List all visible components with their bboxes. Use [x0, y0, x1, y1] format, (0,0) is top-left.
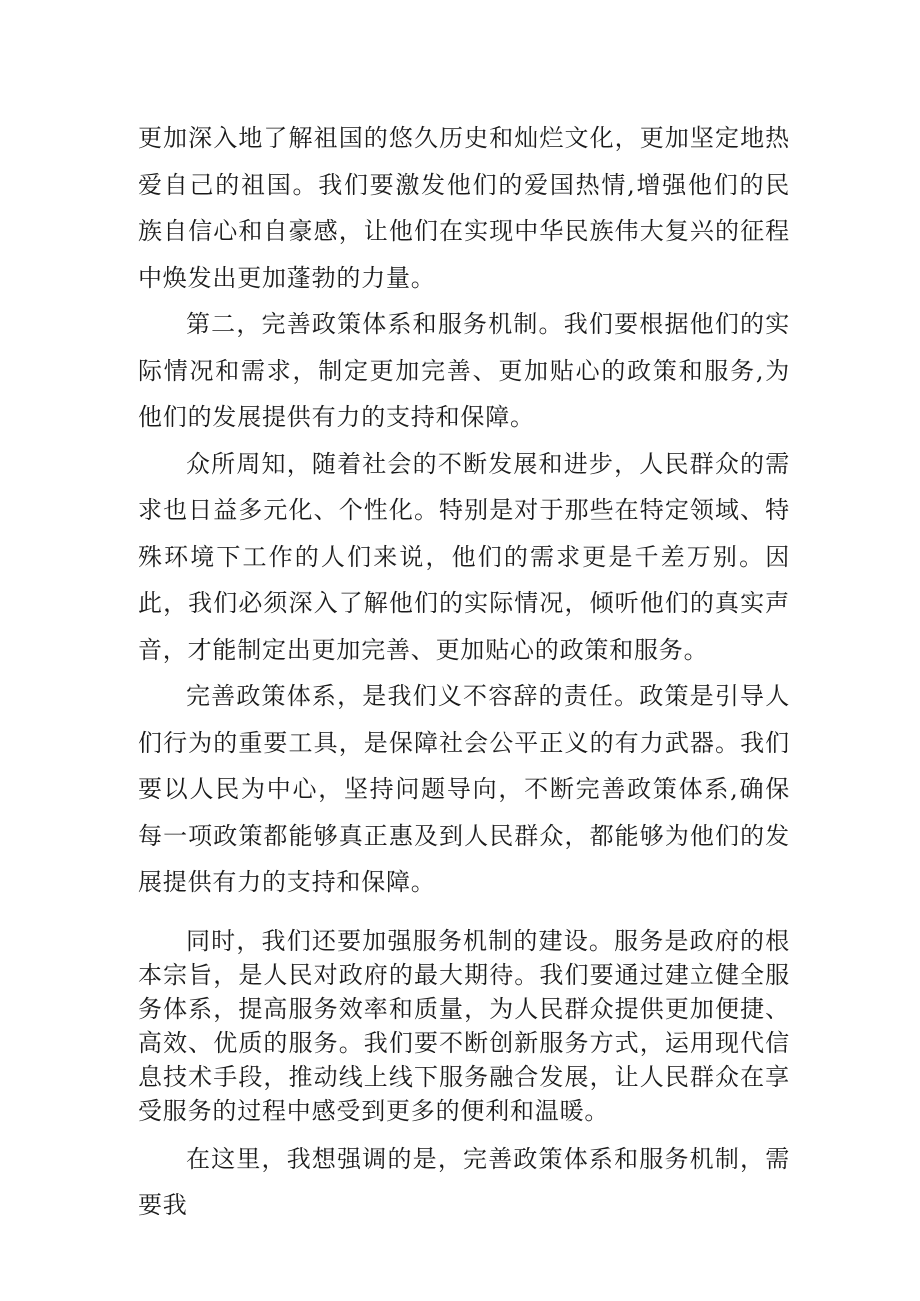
document-page	[138, 115, 790, 1229]
paragraph-second-point: 第二，完善政策体系和服务机制。我们要根据他们的实际情况和需求，制定更加完善、更加贴心的政策和服务,为他们的发展提供有力的支持和保障。	[138, 310, 790, 431]
paragraph-policy: 完善政策体系，是我们义不容辞的责任。政策是引导人们行为的重要工具，是保障社会公平正义的有力武器。我们要以人民为中心，坚持问题导向，不断完善政策体系,确保每一项政策都能够真正惠及到人民群众，都能够为他们的发展提供有力的支持和保障。	[138, 682, 790, 896]
paragraph-needs: 众所周知，随着社会的不断发展和进步，人民群众的需求也日益多元化、个性化。特别是对于那些在特定领域、特殊环境下工作的人们来说，他们的需求更是千差万别。因此，我们必须深入了解他们的实际情况，倾听他们的真实声音，才能制定出更加完善、更加贴心的政策和服务。	[138, 449, 790, 664]
paragraph-emphasis: 在这里，我想强调的是，完善政策体系和服务机制，需要我	[138, 1144, 790, 1219]
paragraph-continued: 更加深入地了解祖国的悠久历史和灿烂文化，更加坚定地热爱自己的祖国。我们要激发他们的爱国热情,增强他们的民族自信心和自豪感，让他们在实现中华民族伟大复兴的征程中焕发出更加蓬勃的力量。	[138, 124, 790, 292]
paragraph-service: 同时，我们还要加强服务机制的建设。服务是政府的根本宗旨，是人民对政府的最大期待。我们要通过建立健全服务体系，提高服务效率和质量，为人民群众提供更加便捷、高效、优质的服务。我们要不断创新服务方式，运用现代信息技术手段，推动线上线下服务融合发展，让人民群众在享受服务的过程中感受到更多的便利和温暖。	[138, 926, 790, 1125]
